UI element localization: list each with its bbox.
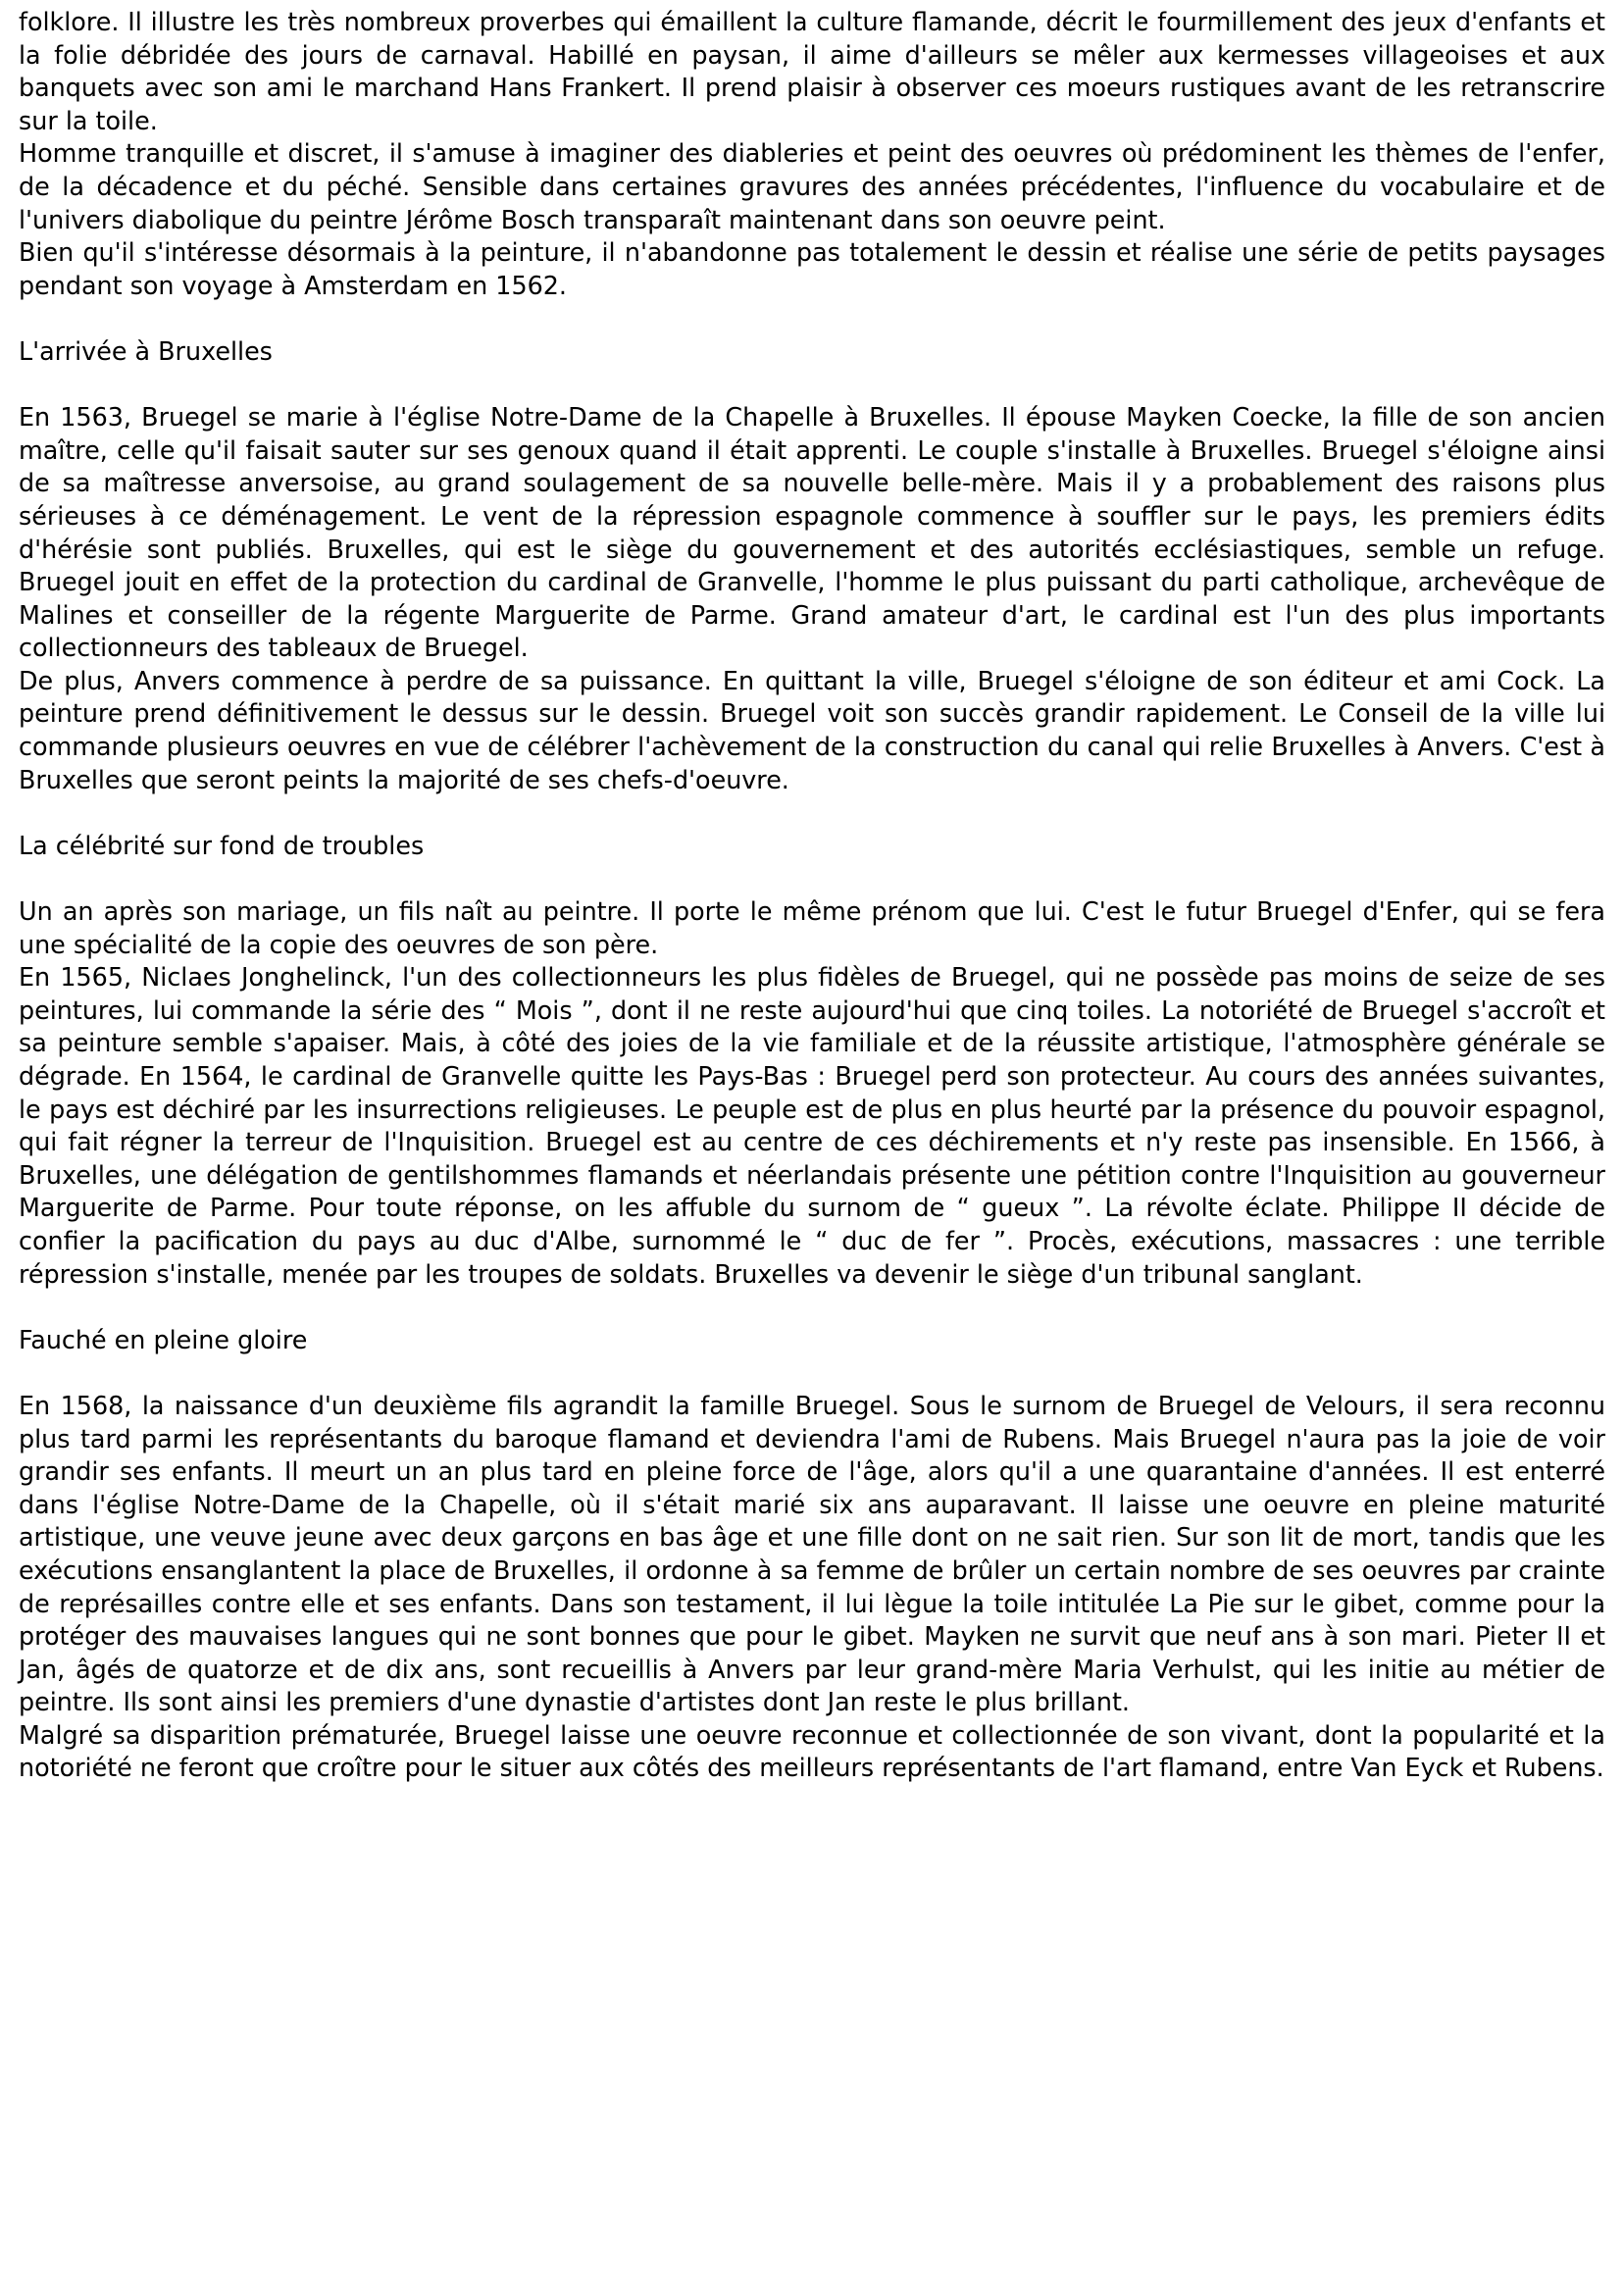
paragraph: Bien qu'il s'intéresse désormais à la peinture, il n'abandonne pas totalement le dessin et réalise une série de petits paysages pendant son voyage à Amsterdam en 1562. bbox=[19, 237, 1605, 300]
section-arrivee-bruxelles bbox=[19, 335, 1605, 796]
paragraph: Homme tranquille et discret, il s'amuse à imaginer des diableries et peint des oeuvres où prédominent les thèmes de l'enfer, de la décadence et du péché. Sensible dans certaines gravures des années précédentes, l'influence du vocabulaire et de l'univers diabolique du peintre Jérôme Bosch transparaît maintenant dans son oeuvre peint. bbox=[19, 138, 1605, 234]
section-intro bbox=[19, 6, 1605, 302]
blank-line bbox=[19, 862, 1605, 895]
section-celebrite-troubles bbox=[19, 830, 1605, 1291]
section-fauche-gloire bbox=[19, 1324, 1605, 1785]
paragraph: En 1565, Niclaes Jonghelinck, l'un des collectionneurs les plus fidèles de Bruegel, qui ne possède pas moins de seize de ses peintures, lui commande la série des “ Mois ”, dont il ne reste aujourd'hui que cinq toiles. La notoriété de Bruegel s'accroît et sa peinture semble s'apaiser. Mais, à côté des joies de la vie familiale et de la réussite artistique, l'atmosphère générale se dégrade. En 1564, le cardinal de Granvelle quitte les Pays-Bas : Bruegel perd son protecteur. Au cours des années suivantes, le pays est déchiré par les insurrections religieuses. Le peuple est de plus en plus heurté par la présence du pouvoir espagnol, qui fait régner la terreur de l'Inquisition. Bruegel est au centre de ces déchirements et n'y reste pas insensible. En 1566, à Bruxelles, une délégation de gentilshommes flamands et néerlandais présente une pétition contre l'Inquisition au gouverneur Marguerite de Parme. Pour toute réponse, on les affuble du surnom de “ gueux ”. La révolte éclate. Philippe II décide de confier la pacification du pays au duc d'Albe, surnommé le “ duc de fer ”. Procès, exécutions, massacres : une terrible répression s'installe, menée par les troupes de soldats. Bruxelles va devenir le siège d'un tribunal sanglant. bbox=[19, 962, 1605, 1289]
section-heading: La célébrité sur fond de troubles bbox=[19, 830, 425, 860]
paragraph: En 1563, Bruegel se marie à l'église Notre-Dame de la Chapelle à Bruxelles. Il épouse Mayken Coecke, la fille de son ancien maître, celle qu'il faisait sauter sur ses genoux quand il était apprenti. Le couple s'installe à Bruxelles. Bruegel s'éloigne ainsi de sa maîtresse anversoise, au grand soulagement de sa nouvelle belle-mère. Mais il y a probablement des raisons plus sérieuses à ce déménagement. Le vent de la répression espagnole commence à souffler sur le pays, les premiers édits d'hérésie sont publiés. Bruxelles, qui est le siège du gouvernement et des autorités ecclésiastiques, semble un refuge. Bruegel jouit en effet de la protection du cardinal de Granvelle, l'homme le plus puissant du parti catholique, archevêque de Malines et conseiller de la régente Marguerite de Parme. Grand amateur d'art, le cardinal est l'un des plus importants collectionneurs des tableaux de Bruegel. bbox=[19, 402, 1605, 663]
blank-line bbox=[19, 796, 1605, 830]
section-heading: Fauché en pleine gloire bbox=[19, 1324, 308, 1354]
paragraph: De plus, Anvers commence à perdre de sa puissance. En quittant la ville, Bruegel s'éloigne de son éditeur et ami Cock. La peinture prend définitivement le dessus sur le dessin. Bruegel voit son succès grandir rapidement. Le Conseil de la ville lui commande plusieurs oeuvres en vue de célébrer l'achèvement de la construction du canal qui relie Bruxelles à Anvers. C'est à Bruxelles que seront peints la majorité de ses chefs-d'oeuvre. bbox=[19, 665, 1605, 794]
paragraph: En 1568, la naissance d'un deuxième fils agrandit la famille Bruegel. Sous le surnom de Bruegel de Velours, il sera reconnu plus tard parmi les représentants du baroque flamand et deviendra l'ami de Rubens. Mais Bruegel n'aura pas la joie de voir grandir ses enfants. Il meurt un an plus tard en pleine force de l'âge, alors qu'il a une quarantaine d'années. Il est enterré dans l'église Notre-Dame de la Chapelle, où il s'était marié six ans auparavant. Il laisse une oeuvre en pleine maturité artistique, une veuve jeune avec deux garçons en bas âge et une fille dont on ne sait rien. Sur son lit de mort, tandis que les exécutions ensanglantent la place de Bruxelles, il ordonne à sa femme de brûler un certain nombre de ses oeuvres par crainte de représailles contre elle et ses enfants. Dans son testament, il lui lègue la toile intitulée La Pie sur le gibet, comme pour la protéger des mauvaises langues qui ne sont bonnes que pour le gibet. Mayken ne survit que neuf ans à son mari. Pieter II et Jan, âgés de quatorze et de dix ans, sont recueillis à Anvers par leur grand-mère Maria Verhulst, qui les initie au métier de peintre. Ils sont ainsi les premiers d'une dynastie d'artistes dont Jan reste le plus brillant. bbox=[19, 1390, 1605, 1717]
section-heading: L'arrivée à Bruxelles bbox=[19, 335, 273, 366]
blank-line bbox=[19, 1291, 1605, 1324]
paragraph: folklore. Il illustre les très nombreux proverbes qui émaillent la culture flamande, décrit le fourmillement des jeux d'enfants et la folie débridée des jours de carnaval. Habillé en paysan, il aime d'ailleurs se mêler aux kermesses villageoises et aux banquets avec son ami le marchand Hans Frankert. Il prend plaisir à observer ces moeurs rustiques avant de les retranscrire sur la toile. bbox=[19, 7, 1605, 135]
blank-line bbox=[19, 1356, 1605, 1390]
paragraph: Un an après son mariage, un fils naît au peintre. Il porte le même prénom que lui. C'est le futur Bruegel d'Enfer, qui se fera une spécialité de la copie des oeuvres de son père. bbox=[19, 896, 1605, 959]
blank-line bbox=[19, 369, 1605, 402]
document-page bbox=[19, 6, 1605, 1785]
blank-line bbox=[19, 302, 1605, 335]
paragraph: Malgré sa disparition prématurée, Bruegel laisse une oeuvre reconnue et collectionnée de son vivant, dont la popularité et la notoriété ne feront que croître pour le situer aux côtés des meilleurs représentants de l'art flamand, entre Van Eyck et Rubens. bbox=[19, 1719, 1605, 1783]
